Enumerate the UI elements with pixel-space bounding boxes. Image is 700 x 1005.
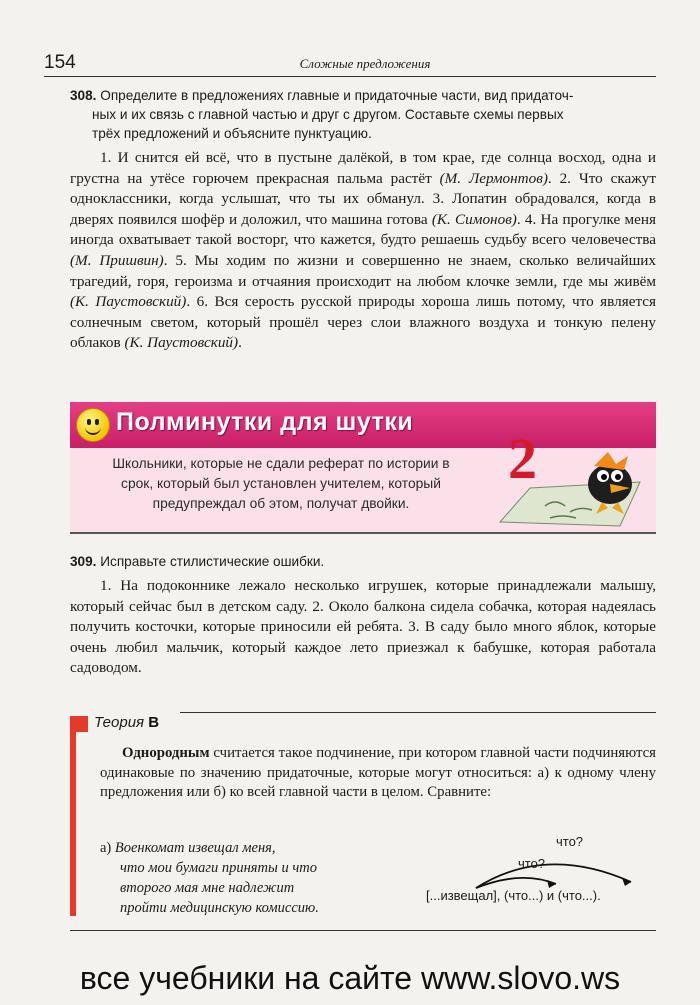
example-prefix: а) [100, 840, 115, 856]
example-line-4: пройти медицинскую комиссию. [120, 900, 319, 916]
grade-two: 2 [508, 426, 537, 491]
theory-letter: В [148, 714, 160, 731]
instruction-line-1: Определите в предложениях главные и придаточные части, вид придаточ- [100, 88, 574, 103]
text-segment: . [238, 334, 242, 352]
exercise-309-paragraph: 1. На подоконнике лежало несколько игрушек, которые принадлежали малышу, который сейчас был в детском саду. 2. Около балкона сидела собачка, которая надеялась получить косточки, которые приносили ей ребята. 3. В саду было много яблок, которые очень любил мальчик, который каждое лето приезжал к бабушке, которая работала садоводом. [70, 577, 656, 677]
joke-text: Школьники, которые не сдали реферат по истории в срок, который был установлен учителем, который предупреждал об этом, получат двойки. [112, 456, 450, 511]
instruction-line-2: ных и их связь с главной частью и друг с другом. Составьте схемы первых [92, 107, 564, 122]
bottom-rule [70, 930, 656, 931]
exercise-number: 308. [70, 88, 97, 103]
instruction-line-3: трёх предложений и объясните пунктуацию. [92, 126, 372, 141]
bird-grade-illustration [490, 426, 650, 530]
theory-definition [100, 744, 656, 803]
theory-title [94, 714, 159, 731]
example-line-2: что мои бумаги приняты и что [120, 860, 317, 876]
author-citation: (К. Симонов) [431, 210, 517, 228]
exercise-number: 309. [70, 554, 97, 569]
theory-definition-text: считается такое подчинение, при котором главной части подчиняются одинаковые по значению придаточные, которые могут относиться: а) к одному члену предложения или б) ко всей главной части в целом. Сравните: [100, 745, 656, 800]
example-line-1: Военкомат извещал меня, [114, 840, 276, 856]
text-segment: . 2. Что скажут одноклассники, когда услышат, что ты их обманул. 3. Лопатин обрадовался, когда в дверях появился шофёр и доложил, что машина готова [70, 169, 656, 228]
author-citation: (К. Паустовский) [70, 293, 187, 311]
schema-formula: [...извещал], (что...) и (что...). [426, 888, 601, 903]
author-citation: (К. Паустовский) [124, 334, 239, 352]
schema-question-inner: что? [518, 856, 546, 871]
theory-box [70, 712, 656, 930]
header-rule [44, 76, 656, 77]
text-segment: . 4. На прогулке меня иногда охватывает такой восторг, что кажется, будто решаешь судьбу всего человечества [70, 210, 657, 249]
text-segment: 1. И снится ей всё, что в пустыне далёкой, в том крае, где солнца восход, одна и грустна на утёсе горючем прекрасная пальма растёт [70, 149, 656, 187]
theory-rule [180, 712, 656, 713]
text-segment: . 5. Мы ходим по жизни и совершенно не знаем, сколько величайших трагедий, горя, героизма и отчаяния происходит на любом клочке земли, где мы живём [70, 251, 657, 290]
author-citation: (М. Пришвин) [70, 251, 164, 269]
theory-term: Однородным [122, 745, 210, 761]
theory-sidebar [70, 716, 76, 916]
running-title: Сложные предложения [299, 56, 431, 71]
joke-title: Полминутки для шутки [116, 408, 414, 436]
joke-box [70, 402, 656, 534]
page-number: 154 [44, 52, 76, 73]
instruction-text: Исправьте стилистические ошибки. [100, 554, 325, 569]
exercise-309-text [70, 576, 656, 679]
site-footer-watermark: все учебники на сайте www.slovo.ws [79, 960, 621, 996]
theory-title-text: Теория [94, 714, 145, 731]
exercise-309-instruction [70, 552, 656, 571]
example-line-3: второго мая мне надлежит [120, 880, 295, 896]
smiley-icon [76, 408, 110, 442]
schema-question-outer: что? [556, 834, 584, 849]
exercise-308-text [70, 148, 656, 354]
exercise-308-instruction [70, 86, 656, 143]
sentence-schema [426, 830, 666, 910]
author-citation: (М. Лермонтов) [439, 169, 548, 187]
text-segment: . 6. Вся серость русской природы хороша лишь потому, что является солнечным светом, который прошёл через слои влажного воздуха и тонкую пелену облаков [70, 293, 656, 352]
theory-example [100, 838, 400, 918]
theory-marker [70, 716, 88, 732]
